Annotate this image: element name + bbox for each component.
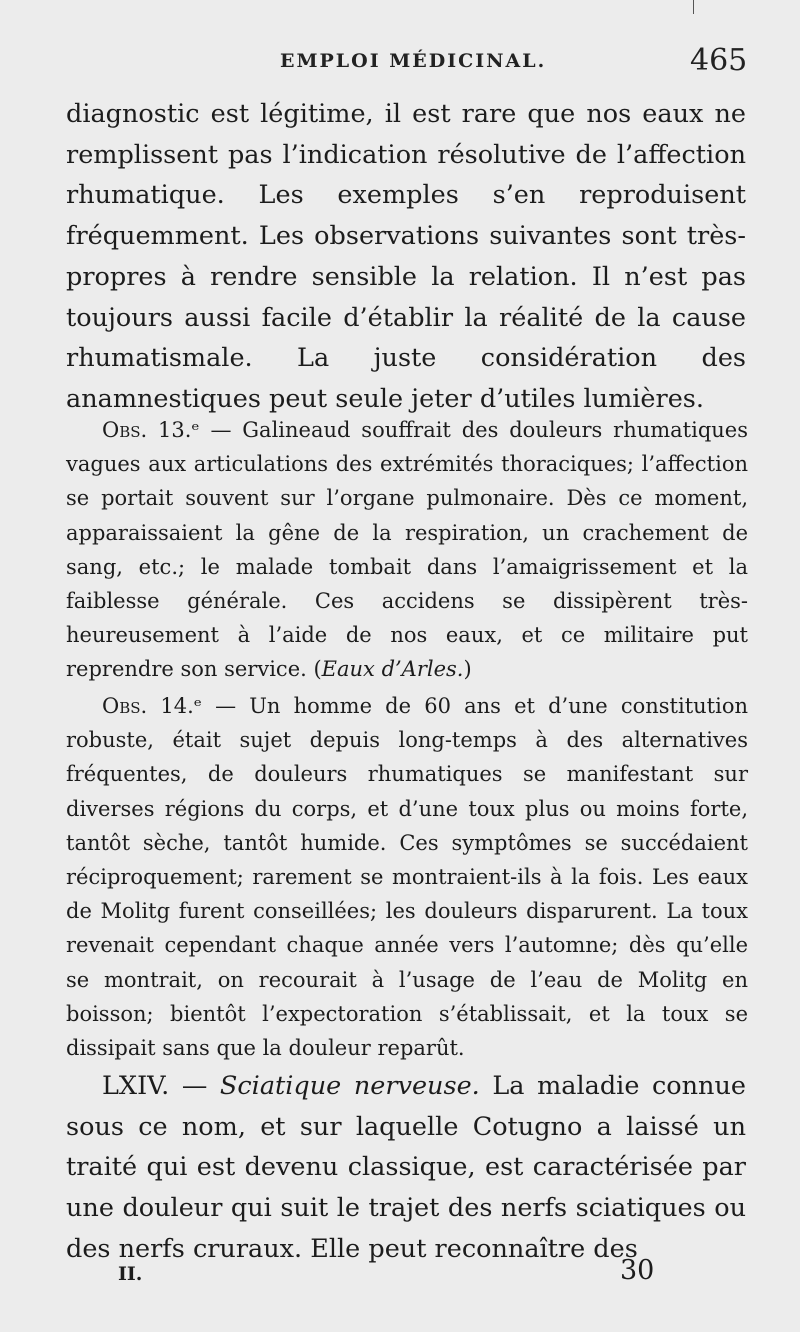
gathering-number: 30 (620, 1255, 655, 1286)
printer-signature-mark: II. (118, 1263, 143, 1285)
observation-14 (66, 689, 748, 1065)
page-edge-mark (693, 0, 694, 14)
observation-label: Obs. 14.ᵉ (102, 694, 202, 718)
observation-source: Eaux d’Arles. (321, 657, 464, 682)
observation-paragraph (66, 413, 748, 687)
observation-13 (66, 413, 748, 687)
section-paragraph (66, 1066, 746, 1270)
running-title: EMPLOI MÉDICINAL. (280, 50, 547, 72)
section-number: LXIV. — (102, 1071, 208, 1101)
observation-paragraph (66, 689, 748, 1065)
observation-text: — Galineaud souffrait des douleurs rhumatiques vagues aux articulations des extrémités thoraciques; l’affection se portait souvent sur l’organe pulmonaire. Dès ce moment, apparaissaient la gêne de la respiration, un crachement de sang, etc.; le malade tombait dans l’amaigrissement et la faiblesse générale. Ces accidens se dissipèrent très-heureusement à l’aide de nos eaux, et ce militaire put reprendre son service. ( (66, 418, 749, 682)
observation-text: — Un homme de 60 ans et d’une constitution robuste, était sujet depuis long-temps à des alternatives fréquentes, de douleurs rhumatiques se manifestant sur diverses régions du corps, et d’une toux plus ou moins forte, tantôt sèche, tantôt humide. Ces symptômes se succédaient réciproquement; rarement se montraient-ils à la fois. Les eaux de Molitg furent conseillées; les douleurs disparurent. La toux revenait cependant chaque année vers l’automne; dès qu’elle se montrait, on recourait à l’usage de l’eau de Molitg en boisson; bientôt l’expectoration s’établissait, et la toux se dissipait sans que la douleur reparût. (66, 694, 748, 1061)
section-text: La maladie connue sous ce nom, et sur laquelle Cotugno a laissé un traité qui est devenu classique, est caractérisée par une douleur qui suit le trajet des nerfs sciatiques ou des nerfs cruraux. Elle peut reconnaître des (66, 1071, 746, 1264)
intro-paragraph: diagnostic est légitime, il est rare que nos eaux ne remplissent pas l’indication résolutive de l’affection rhumatique. Les exemples s’en reproduisent fréquemment. Les observations suivantes sont très-propres à rendre sensible la relation. Il n’est pas toujours aussi facile d’établir la réalité de la cause rhumatismale. La juste considération des anamnestiques peut seule jeter d’utiles lumières. (66, 99, 746, 414)
section-lxiv (66, 1066, 746, 1270)
section-title: Sciatique nerveuse. (219, 1071, 480, 1101)
observation-label: Obs. 13.ᵉ (102, 418, 200, 442)
intro-paragraph-block (66, 94, 746, 420)
page-number: 465 (690, 43, 748, 78)
observation-source-close: ) (463, 657, 472, 682)
